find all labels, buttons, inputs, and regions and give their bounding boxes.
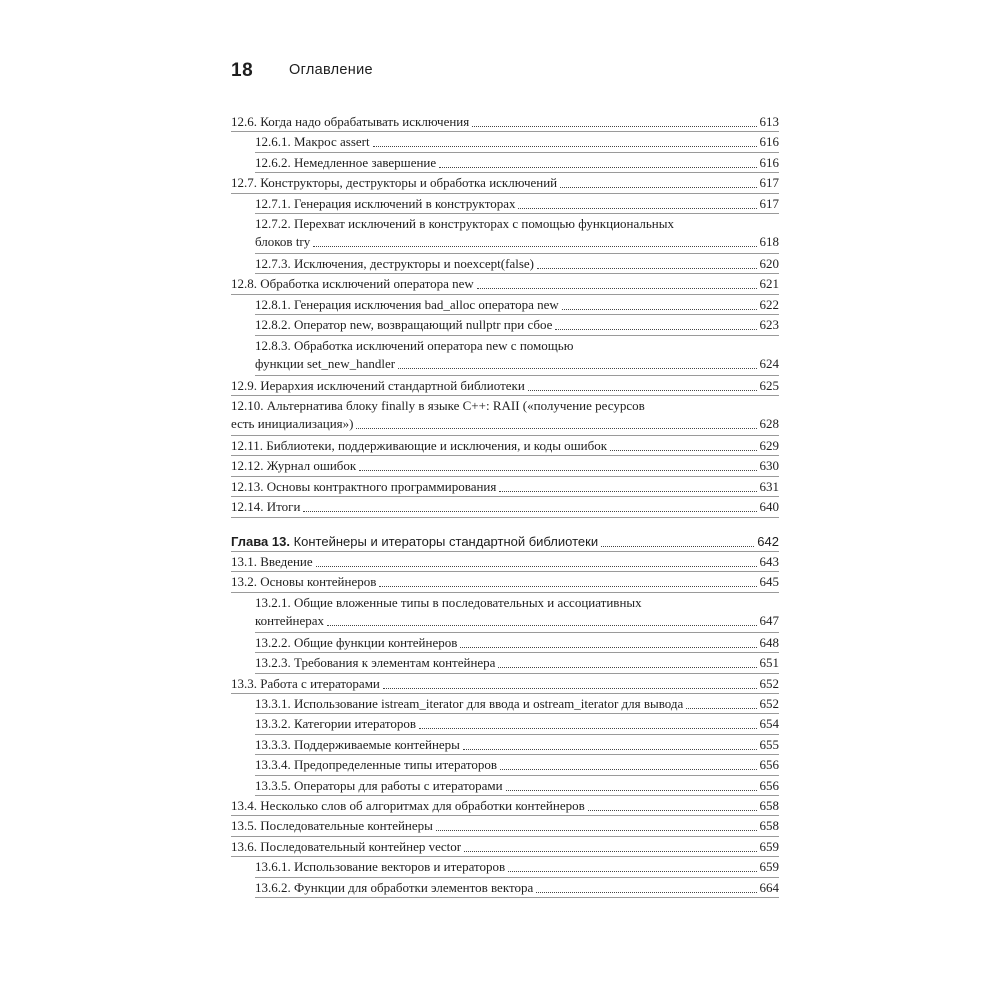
toc-page-number: 664 (759, 879, 779, 895)
toc-entry-row (255, 610, 779, 630)
toc-entry-row (255, 253, 779, 273)
dot-leader (313, 246, 756, 247)
toc-entry-row (255, 693, 779, 713)
dot-leader (419, 728, 756, 729)
toc-entry-row (255, 856, 779, 876)
toc-entry-row (231, 836, 779, 856)
toc-subsection-entry (255, 253, 779, 273)
toc-entry-title-line: 12.8.3. Обработка исключений оператора new с помощью (255, 337, 574, 353)
dot-leader (463, 749, 757, 750)
toc-section-entry (231, 111, 779, 131)
toc-entry-row (231, 111, 779, 131)
toc-page-number: 643 (759, 554, 779, 569)
toc-section-entry (231, 571, 779, 591)
toc-page-number: 658 (759, 818, 779, 834)
toc-section-entry (231, 795, 779, 815)
dot-leader (472, 126, 756, 127)
page-number: 18 (231, 60, 254, 81)
toc-section-entry (231, 496, 779, 516)
dot-leader (460, 647, 756, 648)
toc-entry-title: блоков try (255, 234, 311, 249)
toc-entry-row (231, 673, 779, 693)
toc-page-number: 616 (759, 154, 779, 170)
toc-subsection-entry (255, 734, 779, 754)
toc-page-number: 655 (759, 736, 779, 752)
toc-entry-title: 12.9. Иерархия исключений стандартной библиотеки (231, 377, 525, 393)
toc-entry-title: 12.13. Основы контрактного программирования (231, 478, 497, 494)
toc-entry-title: 12.8. Обработка исключений оператора new (231, 276, 474, 292)
page-header (231, 60, 771, 86)
toc-section-entry (231, 435, 779, 455)
toc-entry-title: 13.3.5. Операторы для работы с итераторами (255, 777, 503, 793)
toc-subsection-entry (255, 632, 779, 652)
dot-leader (356, 428, 756, 429)
toc-chapter-entry (231, 531, 779, 551)
dot-leader (601, 546, 754, 547)
toc-page-number: 642 (757, 533, 779, 549)
toc-page-number: 621 (759, 276, 779, 292)
toc-page-number: 652 (759, 675, 779, 691)
toc-page-number: 659 (759, 859, 779, 875)
dot-leader (508, 871, 756, 872)
toc-subsection-entry (255, 592, 779, 632)
toc-entry-row (231, 375, 779, 395)
toc-subsection-entry (255, 193, 779, 213)
toc-entry-row (255, 713, 779, 733)
toc-entry-row (255, 652, 779, 672)
toc-entry-row (231, 496, 779, 516)
toc-entry-row (255, 734, 779, 754)
toc-entry-row (255, 152, 779, 172)
toc-page-number: 645 (759, 574, 779, 590)
dot-leader (464, 851, 756, 852)
toc-page-number: 617 (759, 175, 779, 191)
toc-entry-title: 13.6. Последовательный контейнер vector (231, 838, 462, 854)
toc-entry-row (255, 353, 779, 373)
toc-entry-title-line: 12.7.2. Перехват исключений в конструкторах с помощью функциональных (255, 216, 674, 231)
dot-leader (477, 288, 757, 289)
toc-page-number: 620 (759, 256, 779, 271)
toc-entry-title: 13.3.4. Предопределенные типы итераторов (255, 757, 498, 773)
dot-leader (555, 329, 756, 330)
toc-subsection-entry (255, 314, 779, 334)
toc-subsection-entry (255, 213, 779, 253)
toc-page-number: 630 (759, 458, 779, 474)
chapter-label: Глава 13. (231, 533, 290, 549)
toc-entry-row (255, 131, 779, 151)
toc-entry-title: 13.2.3. Требования к элементам контейнера (255, 655, 496, 671)
toc-page-number: 616 (759, 134, 779, 150)
toc-section-entry (231, 395, 779, 435)
toc-entry-title: 13.3. Работа с итераторами (231, 675, 380, 691)
toc-entry-title: 13.2. Основы контейнеров (231, 574, 377, 590)
toc-entry-title-line: 12.10. Альтернатива блоку finally в языке C++: RAII («получение ресурсов (231, 398, 645, 413)
toc-entry-title: Глава 13. Контейнеры и итераторы стандартной библиотеки (231, 533, 599, 549)
toc-page-number: 654 (759, 716, 779, 732)
toc-entry-title: 12.12. Журнал ошибок (231, 458, 357, 474)
toc-entry-title: 13.3.1. Использование istream_iterator для ввода и ostream_iterator для вывода (255, 696, 684, 711)
dot-leader (562, 309, 757, 310)
toc-entry-title: 12.7.3. Исключения, деструкторы и noexcept(false) (255, 256, 534, 271)
dot-leader (518, 208, 756, 209)
toc-section-entry (231, 836, 779, 856)
toc-entry-row (231, 815, 779, 835)
toc-subsection-entry (255, 754, 779, 774)
dot-leader (383, 688, 757, 689)
toc-section-entry (231, 551, 779, 571)
dot-leader (500, 769, 756, 770)
toc-subsection-entry (255, 335, 779, 375)
toc-entry-row (231, 273, 779, 293)
toc-subsection-entry (255, 713, 779, 733)
toc-page-number: 652 (759, 696, 779, 711)
dot-leader (686, 708, 756, 709)
toc-page-number: 659 (759, 838, 779, 854)
toc-entry-row (255, 294, 779, 314)
toc-page-number: 656 (759, 777, 779, 793)
dot-leader (560, 187, 756, 188)
dot-leader (436, 830, 757, 831)
toc-entry-row (255, 231, 779, 251)
toc-page-number: 656 (759, 757, 779, 773)
dot-leader (499, 491, 756, 492)
toc-entry-title: 13.4. Несколько слов об алгоритмах для обработки контейнеров (231, 798, 585, 813)
toc-subsection-entry (255, 775, 779, 795)
toc-page-number: 623 (759, 317, 779, 333)
toc-page-number: 658 (759, 798, 779, 813)
dot-leader (537, 268, 757, 269)
toc-entry-row (231, 476, 779, 496)
toc-subsection-entry (255, 152, 779, 172)
toc-section-entry (231, 476, 779, 496)
toc-entry-row (231, 413, 779, 433)
dot-leader (536, 892, 756, 893)
toc-entry-title: 12.6.2. Немедленное завершение (255, 154, 437, 170)
toc-subsection-entry (255, 856, 779, 876)
toc-entry-row (231, 455, 779, 475)
dot-leader (439, 167, 756, 168)
toc-entry-title: 13.3.3. Поддерживаемые контейнеры (255, 736, 460, 752)
toc-entry-row (231, 172, 779, 192)
running-title: Оглавление (289, 62, 373, 78)
toc-entry-title: контейнерах (255, 612, 325, 628)
toc-entry-title: 12.14. Итоги (231, 499, 301, 515)
toc-entry-title: 13.1. Введение (231, 554, 313, 569)
toc-page-number: 651 (759, 655, 779, 671)
toc-section-entry (231, 172, 779, 192)
toc-subsection-entry (255, 294, 779, 314)
toc-entry-title: функции set_new_handler (255, 355, 396, 371)
toc-page-number: 631 (759, 478, 779, 494)
dot-leader (610, 450, 756, 451)
dot-leader (506, 790, 757, 791)
toc-entry-title: 13.5. Последовательные контейнеры (231, 818, 433, 834)
toc-entry-title: есть инициализация») (231, 416, 354, 431)
toc-entry-row (231, 551, 779, 571)
dot-leader (327, 625, 756, 626)
toc-entry-title: 13.6.1. Использование векторов и итераторов (255, 859, 506, 875)
dot-leader (303, 511, 756, 512)
toc-entry-row (255, 632, 779, 652)
toc-page-number: 617 (759, 195, 779, 211)
toc-entry-row (255, 775, 779, 795)
toc-page-number: 628 (759, 416, 779, 431)
dot-leader (498, 667, 756, 668)
toc-entry-row (255, 877, 779, 897)
toc-entry-title: 12.7. Конструкторы, деструкторы и обработка исключений (231, 175, 558, 191)
toc-entry-title: 13.3.2. Категории итераторов (255, 716, 417, 732)
toc-entry-title: 13.6.2. Функции для обработки элементов вектора (255, 879, 534, 895)
toc-entry-row (255, 314, 779, 334)
dot-leader (316, 566, 757, 567)
toc-section-entry (231, 815, 779, 835)
toc-entry-title: 12.8.1. Генерация исключения bad_alloc оператора new (255, 296, 559, 312)
toc-entry-title: 12.6. Когда надо обрабатывать исключения (231, 114, 470, 129)
toc-entry-row (255, 754, 779, 774)
toc-entry-title: 12.7.1. Генерация исключений в конструкторах (255, 195, 516, 211)
toc-entry-row (231, 571, 779, 591)
dot-leader (528, 390, 757, 391)
toc-page-number: 640 (759, 499, 779, 515)
toc-entry-title: 12.6.1. Макрос assert (255, 134, 370, 150)
toc-subsection-entry (255, 131, 779, 151)
toc-page-number: 618 (759, 234, 779, 249)
dot-leader (359, 470, 756, 471)
dot-leader (379, 586, 756, 587)
dot-leader (588, 810, 757, 811)
toc-page-number: 647 (759, 612, 779, 628)
toc-section-entry (231, 375, 779, 395)
toc-page-number: 648 (759, 634, 779, 650)
toc-section-entry (231, 455, 779, 475)
toc-entry-title: 12.11. Библиотеки, поддерживающие и исключения, и коды ошибок (231, 438, 608, 453)
toc-subsection-entry (255, 877, 779, 897)
toc-entry-title-line: 13.2.1. Общие вложенные типы в последовательных и ассоциативных (255, 594, 642, 610)
toc-entry-title: 12.8.2. Оператор new, возвращающий nullptr при сбое (255, 317, 553, 333)
toc-page-number: 613 (759, 114, 779, 129)
toc-page-number: 622 (759, 296, 779, 312)
toc-subsection-entry (255, 693, 779, 713)
entry-divider (255, 897, 779, 898)
entry-divider (231, 517, 779, 518)
toc-entry-row (231, 435, 779, 455)
toc-entry-row (231, 795, 779, 815)
dot-leader (373, 146, 757, 147)
toc-page-number: 625 (759, 377, 779, 393)
toc-page-number: 624 (759, 355, 779, 371)
dot-leader (398, 368, 756, 369)
toc-page-number: 629 (759, 438, 779, 453)
toc-entry-title: 13.2.2. Общие функции контейнеров (255, 634, 458, 650)
toc-entry-row (255, 193, 779, 213)
toc-section-entry (231, 673, 779, 693)
toc-section-entry (231, 273, 779, 293)
toc-subsection-entry (255, 652, 779, 672)
toc-entry-row (231, 531, 779, 551)
